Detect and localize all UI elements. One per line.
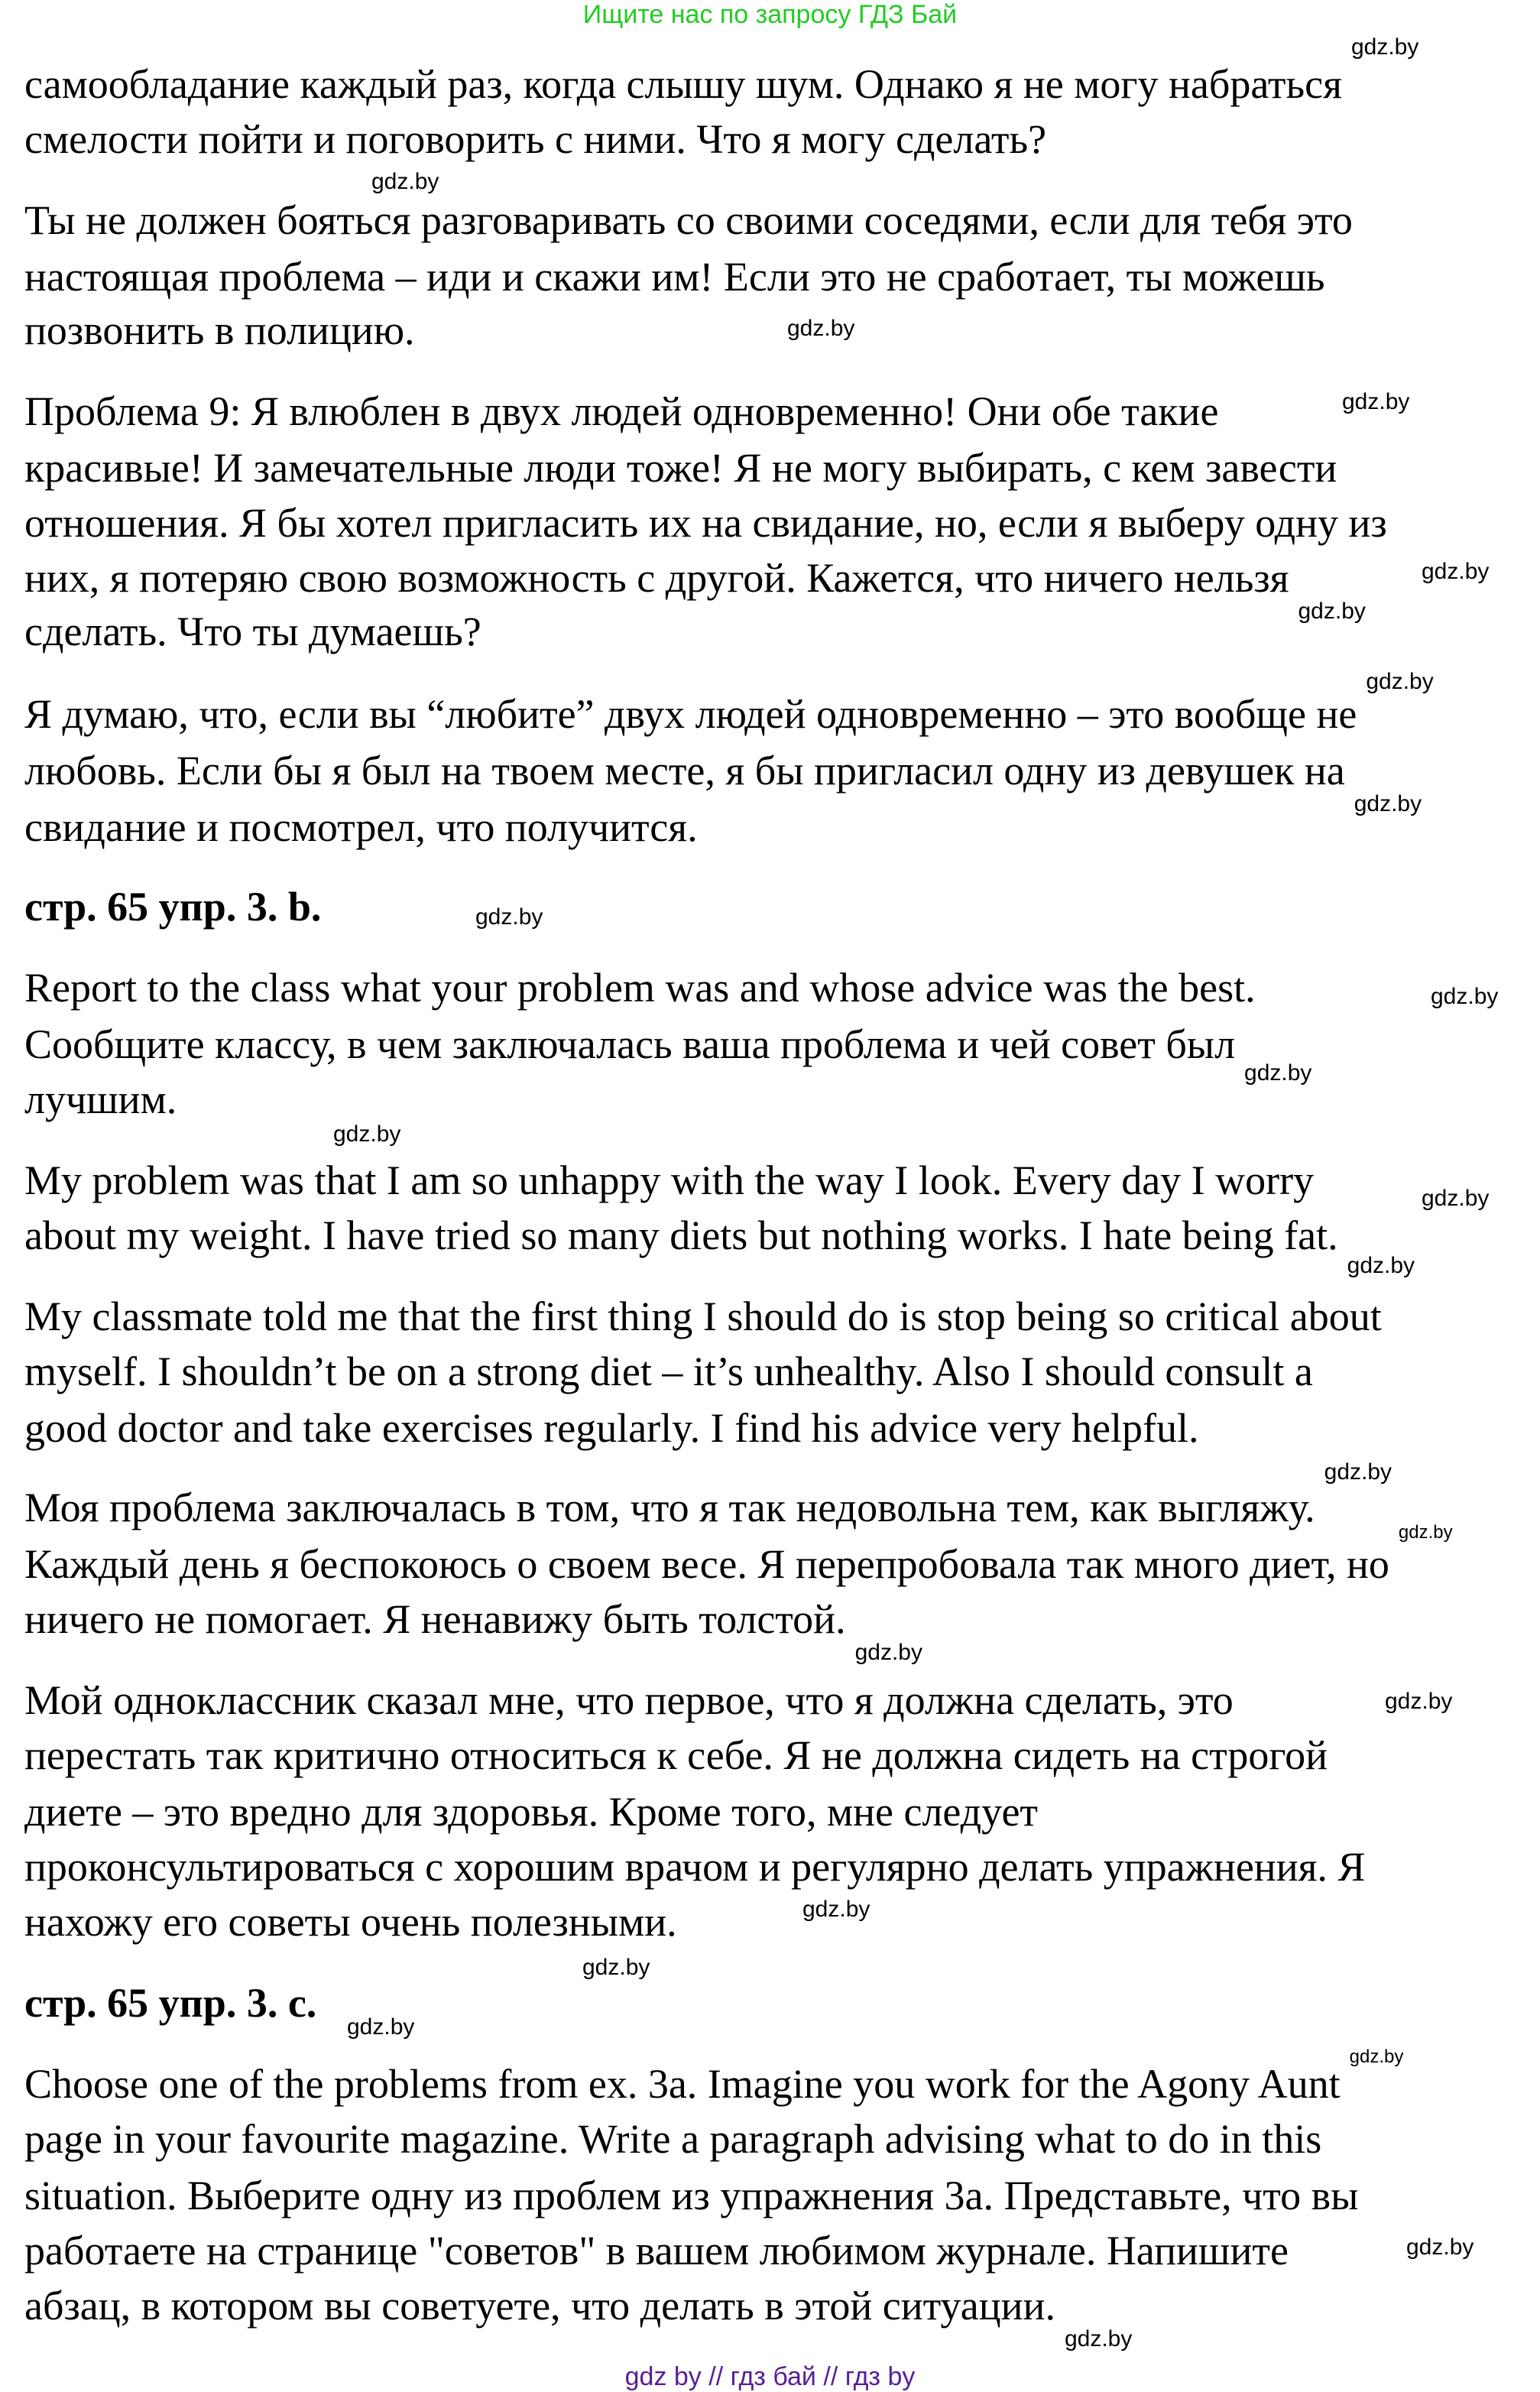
- watermark: gdz.by: [1398, 1522, 1453, 1543]
- watermark: gdz.by: [371, 169, 439, 194]
- watermark: gdz.by: [1350, 34, 1419, 60]
- text-line: situation. Выберите одну из проблем из упражнения 3а. Представьте, что вы: [24, 2173, 1359, 2218]
- text-line: Ты не должен бояться разговаривать со своими соседями, если для тебя это: [24, 197, 1353, 243]
- section-heading: стр. 65 упр. 3. c.: [24, 1980, 317, 2026]
- text-line: работаете на странице "советов" в вашем любимом журнале. Напишите: [24, 2228, 1289, 2274]
- watermark: gdz.by: [1354, 791, 1422, 816]
- text-line: диете – это вредно для здоровья. Кроме того, мне следует: [24, 1789, 1039, 1835]
- text-line: свидание и посмотрел, что получится.: [24, 804, 698, 850]
- text-line: Мой одноклассник сказал мне, что первое, что я должна сделать, это: [24, 1677, 1234, 1723]
- watermark: gdz.by: [1349, 2046, 1404, 2067]
- watermark: gdz.by: [1064, 2326, 1133, 2351]
- text-line: лучшим.: [24, 1076, 177, 1122]
- text-line: Сообщите классу, в чем заключалась ваша проблема и чей совет был: [24, 1021, 1236, 1067]
- text-line: отношения. Я бы хотел пригласить их на свидание, но, если я выберу одну из: [24, 500, 1387, 546]
- text-line: них, я потеряю свою возможность с другой. Кажется, что ничего нельзя: [24, 555, 1289, 601]
- text-line: нахожу его советы очень полезными.: [24, 1899, 677, 1945]
- text-line: page in your favourite magazine. Write a paragraph advising what to do in this: [24, 2116, 1322, 2162]
- section-heading: стр. 65 упр. 3. b.: [24, 884, 322, 930]
- watermark: gdz.by: [1431, 984, 1499, 1009]
- watermark: gdz.by: [475, 904, 543, 930]
- watermark: gdz.by: [1422, 559, 1490, 584]
- watermark: gdz.by: [1366, 669, 1434, 694]
- text-line: about my weight. I have tried so many diets but nothing works. I hate being fat.: [24, 1212, 1338, 1258]
- watermark: gdz.by: [582, 1955, 650, 1980]
- watermark: gdz.by: [787, 316, 855, 341]
- text-line: перестать так критично относиться к себе. Я не должна сидеть на строгой: [24, 1732, 1328, 1778]
- watermark: gdz.by: [1406, 2235, 1474, 2260]
- text-line: Я думаю, что, если вы “любите” двух людей одновременно – это вообще не: [24, 691, 1357, 737]
- search-banner[interactable]: Ищите нас по запросу ГДЗ Бай: [582, 0, 958, 29]
- text-line: Каждый день я беспокоюсь о своем весе. Я перепробовала так много диет, но: [24, 1541, 1389, 1587]
- text-line: My classmate told me that the first thing I should do is stop being so critical about: [24, 1293, 1382, 1339]
- watermark: gdz.by: [1324, 1459, 1392, 1485]
- text-line: самообладание каждый раз, когда слышу шум. Однако я не могу набраться: [24, 61, 1342, 107]
- watermark: gdz.by: [854, 1640, 922, 1665]
- text-line: настоящая проблема – иди и скажи им! Если это не сработает, ты можешь: [24, 254, 1325, 300]
- footer-links[interactable]: gdz by // гдз бай // гдз by: [624, 2362, 916, 2391]
- watermark: gdz.by: [1342, 389, 1410, 414]
- text-line: ничего не помогает. Я ненавижу быть толстой.: [24, 1596, 846, 1642]
- text-line: любовь. Если бы я был на твоем месте, я бы пригласил одну из девушек на: [24, 748, 1345, 794]
- text-line: абзац, в котором вы советуете, что делать в этой ситуации.: [24, 2283, 1055, 2329]
- text-line: проконсультироваться с хорошим врачом и регулярно делать упражнения. Я: [24, 1844, 1366, 1890]
- watermark: gdz.by: [333, 1121, 401, 1147]
- watermark: gdz.by: [1422, 1186, 1490, 1211]
- watermark: gdz.by: [1298, 599, 1366, 624]
- text-line: сделать. Что ты думаешь?: [24, 609, 481, 654]
- text-line: good doctor and take exercises regularly. I find his advice very helpful.: [24, 1405, 1199, 1451]
- text-line: Choose one of the problems from ex. 3a. Imagine you work for the Agony Aunt: [24, 2061, 1341, 2107]
- text-line: Моя проблема заключалась в том, что я так недовольна тем, как выгляжу.: [24, 1485, 1315, 1530]
- text-line: позвонить в полицию.: [24, 307, 415, 353]
- text-line: смелости пойти и поговорить с ними. Что я могу сделать?: [24, 116, 1047, 162]
- text-line: My problem was that I am so unhappy with the way I look. Every day I worry: [24, 1157, 1315, 1203]
- watermark: gdz.by: [1244, 1060, 1312, 1086]
- text-line: myself. I shouldn’t be on a strong diet – it’s unhealthy. Also I should consult a: [24, 1349, 1313, 1394]
- watermark: gdz.by: [1347, 1253, 1415, 1278]
- text-line: Report to the class what your problem was and whose advice was the best.: [24, 965, 1256, 1011]
- text-line: Проблема 9: Я влюблен в двух людей одновременно! Они обе такие: [24, 388, 1219, 434]
- watermark: gdz.by: [347, 2014, 415, 2040]
- watermark: gdz.by: [1385, 1689, 1453, 1714]
- watermark: gdz.by: [802, 1897, 871, 1922]
- text-line: красивые! И замечательные люди тоже! Я не могу выбирать, с кем завести: [24, 445, 1337, 491]
